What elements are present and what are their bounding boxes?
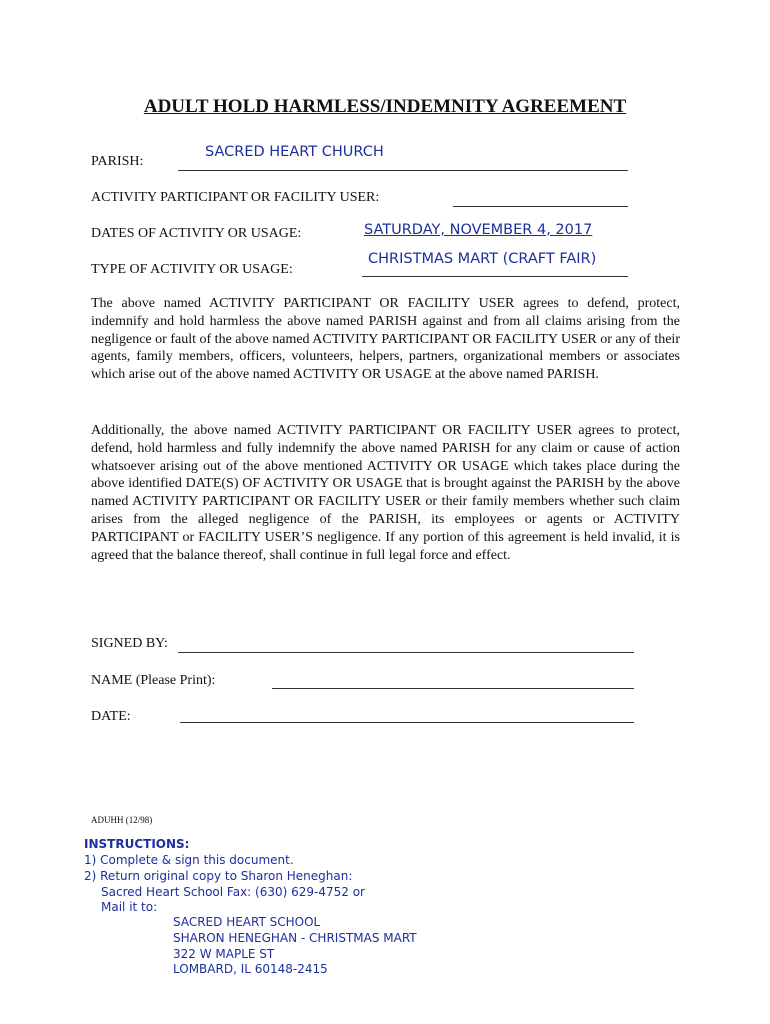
signed-by-line[interactable] xyxy=(178,652,634,653)
instruction-line: Mail it to: xyxy=(101,900,158,914)
parish-label: PARISH: xyxy=(91,154,144,169)
instruction-line: 1) Complete & sign this document. xyxy=(84,853,294,867)
instructions-heading: INSTRUCTIONS: xyxy=(84,837,190,851)
agreement-paragraph-2: Additionally, the above named ACTIVITY PARTICIPANT OR FACILITY USER agrees to protect, defend, hold harmless and fully indemnify the above named PARISH for any claim or cause of action whatsoever arising out of the above mentioned ACTIVITY OR USAGE which takes place during the above identified DATE(S) OF ACTIVITY OR USAGE that is brought against the PARISH by the above named ACTIVITY PARTICIPANT OR FACILITY USER or their family members whether such claim arises from the alleged negligence of the PARISH, its employees or agents or ACTIVITY PARTICIPANT or FACILITY USER’S negligence. If any portion of this agreement is held invalid, it is agreed that the balance thereof, shall continue in full legal force and effect. xyxy=(91,423,680,563)
dates-value[interactable]: SATURDAY, NOVEMBER 4, 2017 xyxy=(364,222,593,238)
type-line xyxy=(362,276,628,277)
instruction-line: Sacred Heart School Fax: (630) 629-4752 or xyxy=(101,885,365,899)
agreement-paragraph-1: The above named ACTIVITY PARTICIPANT OR FACILITY USER agrees to defend, protect, indemnify and hold harmless the above named PARISH against and from all claims arising from the negligence or fault of the above named ACTIVITY PARTICIPANT OR FACILITY USER or any of their agents, family members, officers, volunteers, helpers, partners, organizational members or associates which arise out of the above named ACTIVITY OR USAGE at the above named PARISH. xyxy=(91,296,680,383)
address-line: LOMBARD, IL 60148-2415 xyxy=(173,962,328,976)
participant-line xyxy=(453,206,628,207)
address-line: SACRED HEART SCHOOL xyxy=(173,915,321,929)
date-line[interactable] xyxy=(180,722,634,723)
document-title: ADULT HOLD HARMLESS/INDEMNITY AGREEMENT xyxy=(143,96,627,117)
dates-label: DATES OF ACTIVITY OR USAGE: xyxy=(91,226,302,241)
name-line[interactable] xyxy=(272,688,634,689)
signed-by-label: SIGNED BY: xyxy=(91,636,168,651)
type-value[interactable]: CHRISTMAS MART (CRAFT FAIR) xyxy=(368,251,597,267)
parish-line xyxy=(178,170,628,171)
participant-label: ACTIVITY PARTICIPANT OR FACILITY USER: xyxy=(91,190,380,205)
form-code: ADUHH (12/98) xyxy=(91,815,153,825)
name-label: NAME (Please Print): xyxy=(91,673,216,688)
parish-value[interactable]: SACRED HEART CHURCH xyxy=(205,144,384,160)
instruction-line: 2) Return original copy to Sharon Heneghan: xyxy=(84,869,353,883)
type-label: TYPE OF ACTIVITY OR USAGE: xyxy=(91,262,293,277)
address-line: SHARON HENEGHAN - CHRISTMAS MART xyxy=(173,931,417,945)
date-label: DATE: xyxy=(91,709,131,724)
address-line: 322 W MAPLE ST xyxy=(173,947,275,961)
